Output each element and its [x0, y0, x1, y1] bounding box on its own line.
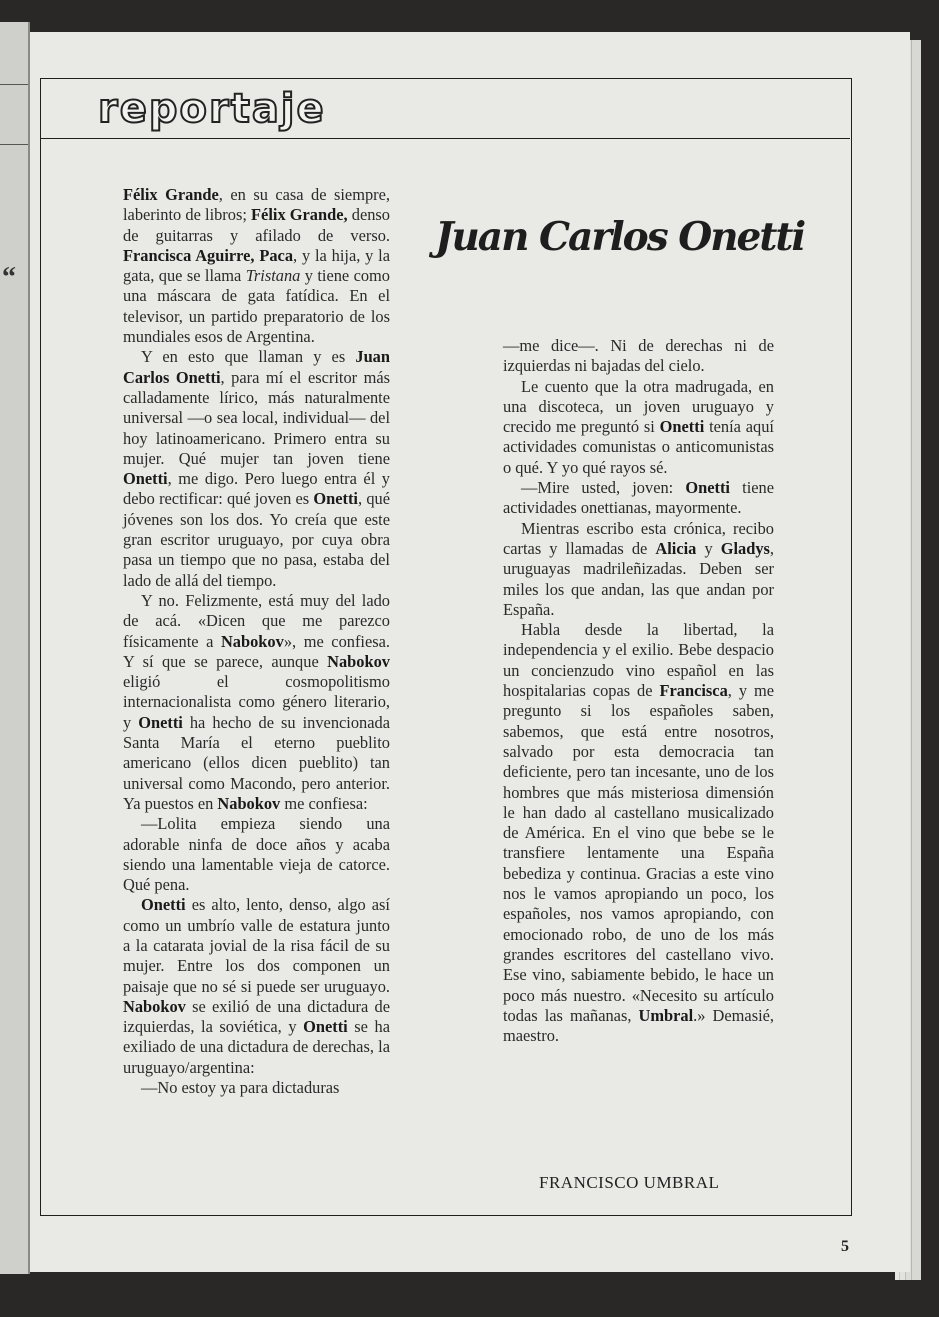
body-text: eligió el cosmopolitismo internacionalista como género literario, y [123, 672, 390, 732]
left-page-edge [0, 22, 30, 1274]
article-paragraph [123, 895, 390, 1078]
article-paragraph [123, 185, 390, 347]
article-column-left [123, 185, 390, 1098]
article-headline: Juan Carlos Onetti [435, 214, 805, 260]
left-page-quote-fragment: “ [2, 262, 16, 293]
article-paragraph [503, 336, 774, 377]
body-text: Habla desde la libertad, la independencia y el exilio. Bebe despacio un concienzudo vino español en las hospitalarias copas de [503, 620, 774, 701]
bold-text: Nabokov [217, 793, 281, 813]
body-text: , y me pregunto si los españoles saben, sabemos, que está entre nosotros, salvado por esta democracia tan deficiente, pero tan incesante, uno de los hombres que más misteriosa dimensión le han dado al castellano musicalizado de América. En el vino que bebe se le transfiere lentamente una España bebediza y continua. Gracias a este vino nos le vamos apropiando un poco, los españoles, nos vamos apropiando, con emocionado robo, de uno de los más grandes escritores del castellano vivo. Ese vino, sabiamente bebido, le hace un poco más nuestro. «Necesito su artículo todas las mañanas, [503, 681, 774, 1025]
body-text: .» Demasié, maestro. [503, 1005, 774, 1046]
magazine-page [30, 32, 910, 1272]
body-text: Mientras escribo esta crónica, recibo cartas y llamadas de [503, 518, 774, 558]
bold-text: Onetti [141, 895, 186, 915]
body-text: y [696, 538, 721, 558]
bold-text: Francisca Aguirre, Paca [123, 245, 294, 265]
body-text: , en su casa de siempre, laberinto de libros; [123, 185, 390, 225]
bold-text: Onetti [685, 478, 730, 498]
body-text: —me dice—. Ni de derechas ni de izquierdas ni bajadas del cielo. [503, 336, 774, 376]
bold-text: Félix Grande, [251, 205, 348, 225]
body-text: y tiene como una máscara de gata fatídica. En el televisor, un partido preparatorio de los mundiales esos de Argentina. [123, 266, 390, 347]
body-text: , uruguayas madrileñizadas. Deben ser miles los que andan, las que andan por España. [503, 538, 775, 619]
section-title: reportaje [98, 86, 326, 132]
article-paragraph [503, 478, 774, 519]
body-text: es alto, lento, denso, algo así como un umbrío valle de estatura junto a la catarata jovial de la risa fácil de su mujer. Entre los dos componen un paisaje que no sé si puede ser uruguayo. [123, 895, 390, 996]
bold-text: Onetti [313, 489, 358, 509]
article-column-right [503, 336, 774, 1046]
bold-text: Gladys [720, 538, 770, 558]
article-paragraph [503, 377, 774, 478]
bold-text: Félix Grande [123, 185, 219, 204]
body-text: me confiesa: [280, 793, 368, 813]
body-text: Y en esto que llaman y es [141, 347, 356, 367]
article-paragraph [503, 620, 774, 1046]
bold-text: Nabokov [220, 631, 284, 651]
body-text: , qué jóvenes son los dos. Yo creía que este gran escritor uruguayo, por cuya obra pasa un tiempo que no pasa, estaba del lado de allá del tiempo. [123, 489, 390, 590]
bold-text: Onetti [123, 469, 168, 489]
bold-text: Onetti [659, 417, 705, 437]
body-text: tiene actividades onettianas, mayormente. [503, 478, 775, 518]
bold-text: Onetti [303, 1017, 348, 1037]
bold-text: Umbral [638, 1005, 694, 1025]
header-rule [40, 138, 850, 139]
body-text: se ha exiliado de una dictadura de derechas, la uruguayo/argentina: [123, 1017, 390, 1077]
bold-text: Alicia [655, 538, 697, 558]
body-text: , para mí el escritor más calladamente lírico, más naturalmente universal —o sea local, individual— del hoy latinoamericano. Primero entra su mujer. Qué mujer tan joven tiene [123, 367, 390, 468]
body-text: se exilió de una dictadura de izquierdas, la soviética, y [123, 996, 390, 1037]
body-text: denso de guitarras y afilado de verso. [123, 205, 390, 245]
italic-text: Tristana [245, 266, 301, 286]
body-text: Y no. Felizmente, está muy del lado de acá. «Dicen que me parezco físicamente a [123, 590, 390, 651]
left-page-rule [0, 84, 28, 85]
bold-text: Nabokov [327, 651, 390, 671]
body-text: ha hecho de su invencionada Santa María el eterno pueblito americano (ellos dicen pueblito) tan universal como Macondo, pero anterior. Ya puestos en [123, 712, 390, 813]
bold-text: Onetti [138, 712, 183, 732]
body-text: —No estoy ya para dictaduras [141, 1078, 340, 1098]
body-text: , y la hija, y la gata, que se llama [123, 245, 391, 286]
article-paragraph [123, 1078, 390, 1098]
bold-text: Juan Carlos Onetti [123, 347, 390, 387]
left-page-rule [0, 144, 28, 145]
body-text: , me digo. Pero luego entra él y debo rectificar: qué joven es [123, 469, 390, 509]
article-paragraph [503, 519, 774, 620]
body-text: —Mire usted, joven: [521, 478, 686, 498]
page-number: 5 [841, 1238, 849, 1255]
article-paragraph [123, 347, 390, 591]
body-text: tenía aquí actividades comunistas o anticomunistas o qué. Y yo qué rayos sé. [503, 417, 774, 477]
body-text: —Lolita empieza siendo una adorable ninfa de doce años y acaba siendo una lamentable vieja de catorce. Qué pena. [123, 814, 390, 895]
body-text: », me confiesa. Y sí que se parece, aunque [123, 631, 390, 671]
body-text: Le cuento que la otra madrugada, en una discoteca, un joven uruguayo y crecido me preguntó si [503, 376, 774, 437]
article-paragraph [123, 591, 390, 814]
article-byline: FRANCISCO UMBRAL [539, 1173, 720, 1192]
article-paragraph [123, 814, 390, 895]
bold-text: Francisca [659, 681, 728, 701]
bold-text: Nabokov [123, 996, 186, 1016]
